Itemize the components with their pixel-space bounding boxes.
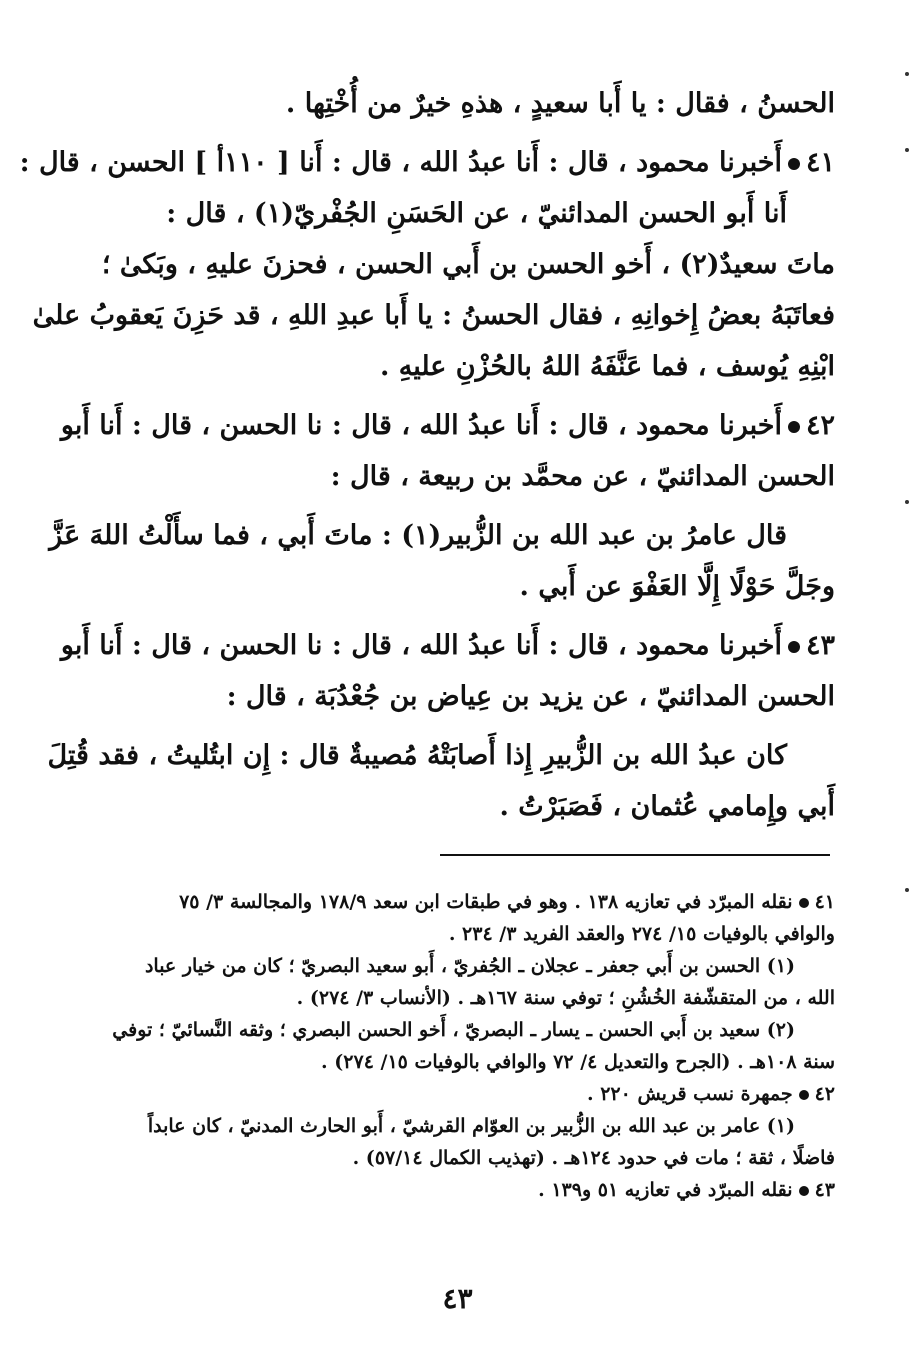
bullet-icon xyxy=(788,421,800,433)
entry-43-line: ٤٣أَخبرنا محمود ، قال : أَنا عبدُ الله ، قال : نا الحسن ، قال : أَنا أَبو xyxy=(60,630,835,661)
scan-speck xyxy=(905,148,909,152)
footnote-line: الله ، من المتقشّفة الخُشُنِ ؛ توفي سنة ١٦٧هـ . (الأنساب ٣/ ٢٧٤) . xyxy=(296,987,835,1009)
text-line: الحسن المدائنيّ ، عن محمَّد بن ربيعة ، قال : xyxy=(330,461,835,492)
text-line: الحسنُ ، فقال : يا أَبا سعيدٍ ، هذهِ خيرٌ من أُخْتِها . xyxy=(285,88,835,119)
scan-speck xyxy=(905,888,909,892)
text-line: أَنا أَبو الحسن المدائنيّ ، عن الحَسَنِ الجُفْريّ(١) ، قال : xyxy=(166,198,787,229)
footnote-line: (١) عامر بن عبد الله بن الزُّبير بن العوّام القرشيّ ، أَبو الحارث المدنيّ ، كان عابداً xyxy=(147,1115,795,1137)
text-line: وجَلَّ حَوْلًا إِلَّا العَفْوَ عن أَبي . xyxy=(519,571,835,602)
scan-speck xyxy=(905,500,909,504)
bullet-icon xyxy=(799,1186,809,1196)
bullet-icon xyxy=(799,898,809,908)
entry-41-line: ٤١أَخبرنا محمود ، قال : أَنا عبدُ الله ، قال : أَنا [ ١١٠أ ] الحسن ، قال : xyxy=(19,147,835,178)
footnotes xyxy=(80,886,835,1206)
footnote-line: سنة ١٠٨هـ . (الجرح والتعديل ٤/ ٧٢ والوافي بالوفيات ١٥/ ٢٧٤) . xyxy=(321,1051,835,1073)
entry-number: ٤١ xyxy=(805,147,835,178)
footnote-divider xyxy=(440,854,830,856)
entry-number: ٤٢ xyxy=(805,410,835,441)
main-text xyxy=(19,78,835,832)
text-line: قال عامرُ بن عبد الله بن الزُّبير(١) : ماتَ أَبي ، فما سأَلْتُ اللهَ عَزَّ xyxy=(49,520,787,551)
scan-speck xyxy=(905,72,909,76)
bullet-icon xyxy=(788,641,800,653)
text-line: الحسن المدائنيّ ، عن يزيد بن عِياض بن جُعْدُبَة ، قال : xyxy=(226,681,835,712)
text-line: ابْنِهِ يُوسف ، فما عَنَّفَهُ اللهُ بالحُزْنِ عليهِ . xyxy=(379,351,835,382)
footnote-line: (٢) سعيد بن أَبي الحسن ـ يسار ـ البصريّ ، أَخو الحسن البصري ؛ وثقه النَّسائيّ ؛ توفي xyxy=(112,1019,795,1041)
bullet-icon xyxy=(799,1090,809,1100)
bullet-icon xyxy=(788,158,800,170)
footnote-41: ٤١نقله المبرّد في تعازيه ١٣٨ . وهو في طبقات ابن سعد ١٧٨/٩ والمجالسة ٣/ ٧٥ xyxy=(179,891,835,913)
entry-42-line: ٤٢أَخبرنا محمود ، قال : أَنا عبدُ الله ، قال : نا الحسن ، قال : أَنا أَبو xyxy=(60,410,835,441)
footnote-42: ٤٢جمهرة نسب قريش ٢٢٠ . xyxy=(586,1083,835,1105)
footnote-line: فاضلًا ، ثقة ؛ مات في حدود ١٢٤هـ . (تهذيب الكمال ٥٧/١٤) . xyxy=(352,1147,835,1169)
entry-number: ٤٣ xyxy=(805,630,835,661)
footnote-line: والوافي بالوفيات ١٥/ ٢٧٤ والعقد الفريد ٣/ ٢٣٤ . xyxy=(448,923,835,945)
footnote-line: (١) الحسن بن أَبي جعفر ـ عجلان ـ الجُفريّ ، أَبو سعيد البصريّ ؛ كان من خيار عباد xyxy=(144,955,795,977)
text-line: كان عبدُ الله بن الزُّبيرِ إِذا أَصابَتْهُ مُصيبةٌ قال : إِن ابتُليتُ ، فقد قُتِلَ xyxy=(47,740,787,771)
text-line: ماتَ سعيدٌ(٢) ، أَخو الحسن بن أَبي الحسن ، فحزنَ عليهِ ، وبَكىٰ ؛ xyxy=(101,249,835,280)
footnote-43: ٤٣نقله المبرّد في تعازيه ٥١ و١٣٩ . xyxy=(538,1179,835,1201)
page-number: ٤٣ xyxy=(442,1282,473,1315)
text-line: أَبي وإِمامي عُثمان ، فَصَبَرْتُ . xyxy=(499,791,835,822)
text-line: فعاتَبَهُ بعضُ إِخوانِهِ ، فقال الحسنُ : يا أَبا عبدِ اللهِ ، قد حَزِنَ يَعقوبُ علىٰ xyxy=(32,300,835,331)
